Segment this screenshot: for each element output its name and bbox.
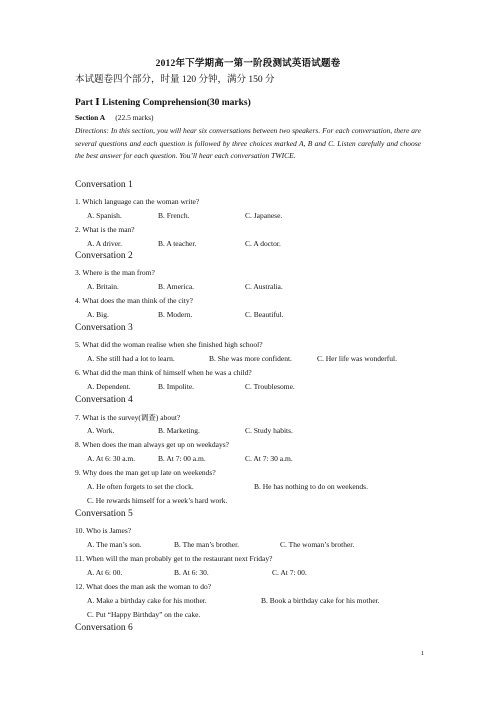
option-c: C. Study habits. bbox=[245, 426, 293, 435]
option-b: B. Marketing. bbox=[158, 426, 200, 435]
option-c: C. Australia. bbox=[245, 282, 283, 291]
section-marks: (22.5 marks) bbox=[115, 113, 154, 122]
question-text: 2. What is the man? bbox=[75, 225, 135, 234]
option-a: A. Make a birthday cake for his mother. bbox=[87, 596, 207, 605]
option-a: A. Work. bbox=[87, 426, 115, 435]
conversation-heading: Conversation 1 bbox=[75, 180, 133, 190]
option-c: C. Put “Happy Birthday” on the cake. bbox=[87, 610, 201, 619]
conversation-heading: Conversation 3 bbox=[75, 323, 133, 333]
option-c: C. The woman’s brother. bbox=[280, 540, 355, 549]
option-a: A. Dependent. bbox=[87, 382, 131, 391]
option-b: B. She was more confident. bbox=[209, 354, 292, 363]
question-text: 4. What does the man think of the city? bbox=[75, 296, 193, 305]
conversation-heading: Conversation 5 bbox=[75, 509, 133, 519]
option-b: B. America. bbox=[158, 282, 195, 291]
directions-paragraph: Directions: In this section, you will hear six conversations between two speakers. For each conversation, there are several questions and each question is followed by three choices marked A, B and C. Listen carefully and choose the best answer for each question. You’ll hear each conversation TWICE. bbox=[75, 126, 421, 160]
question-text: 9. Why does the man get up late on weekends? bbox=[75, 468, 216, 477]
option-c: C. Her life was wonderful. bbox=[317, 354, 397, 363]
option-b: B. At 6: 30. bbox=[174, 568, 209, 577]
question-text: 1. Which language can the woman write? bbox=[75, 197, 200, 206]
option-a: A. A driver. bbox=[87, 239, 122, 248]
option-c: C. Troublesome. bbox=[245, 382, 295, 391]
option-a: A. Big. bbox=[87, 310, 109, 319]
part-heading: Part Ⅰ Listening Comprehension(30 marks) bbox=[75, 98, 251, 108]
option-a: A. At 6: 30 a.m. bbox=[87, 454, 136, 463]
option-b: B. A teacher. bbox=[158, 239, 197, 248]
option-a: A. He often forgets to set the clock. bbox=[87, 482, 194, 491]
question-text: 6. What did the man think of himself when he was a child? bbox=[75, 368, 252, 377]
option-b: B. Modern. bbox=[158, 310, 193, 319]
option-b: B. The man’s brother. bbox=[174, 540, 240, 549]
option-b: B. Book a birthday cake for his mother. bbox=[261, 596, 380, 605]
option-b: B. He has nothing to do on weekends. bbox=[254, 482, 368, 491]
option-c: C. At 7: 30 a.m. bbox=[245, 454, 293, 463]
option-c: C. A doctor. bbox=[245, 239, 281, 248]
option-a: A. Spanish. bbox=[87, 211, 122, 220]
option-b: B. At 7: 00 a.m. bbox=[158, 454, 206, 463]
conversation-heading: Conversation 4 bbox=[75, 395, 133, 405]
exam-intro: 本试题卷四个部分，时量 120 分钟，满分 150 分 bbox=[75, 75, 275, 85]
conversation-heading: Conversation 6 bbox=[75, 623, 133, 633]
option-c: C. At 7: 00. bbox=[272, 568, 307, 577]
section-label: Section A bbox=[75, 113, 106, 122]
question-text: 8. When does the man always get up on weekdays? bbox=[75, 440, 229, 449]
question-text: 3. Where is the man from? bbox=[75, 268, 155, 277]
option-a: A. The man’s son. bbox=[87, 540, 142, 549]
option-b: B. Impolite. bbox=[158, 382, 195, 391]
question-text: 10. Who is James? bbox=[75, 526, 132, 535]
option-c: C. Beautiful. bbox=[245, 310, 284, 319]
page-title: 2012年下学期高一第一阶段测试英语试题卷 bbox=[155, 59, 341, 69]
option-a: A. At 6: 00. bbox=[87, 568, 123, 577]
option-c: C. Japanese. bbox=[245, 211, 283, 220]
conversation-heading: Conversation 2 bbox=[75, 251, 133, 261]
option-b: B. French. bbox=[158, 211, 190, 220]
question-text: 11. When will the man probably get to the restaurant next Friday? bbox=[75, 554, 273, 563]
section-heading bbox=[75, 113, 154, 122]
option-a: A. She still had a lot to learn. bbox=[87, 354, 175, 363]
question-text: 7. What is the survey(调查) about? bbox=[75, 413, 181, 422]
option-c: C. He rewards himself for a week’s hard work. bbox=[87, 496, 228, 505]
question-text: 12. What does the man ask the woman to do? bbox=[75, 582, 212, 591]
page-number: 1 bbox=[421, 650, 425, 657]
question-text: 5. What did the woman realise when she finished high school? bbox=[75, 340, 263, 349]
option-a: A. Britain. bbox=[87, 282, 119, 291]
